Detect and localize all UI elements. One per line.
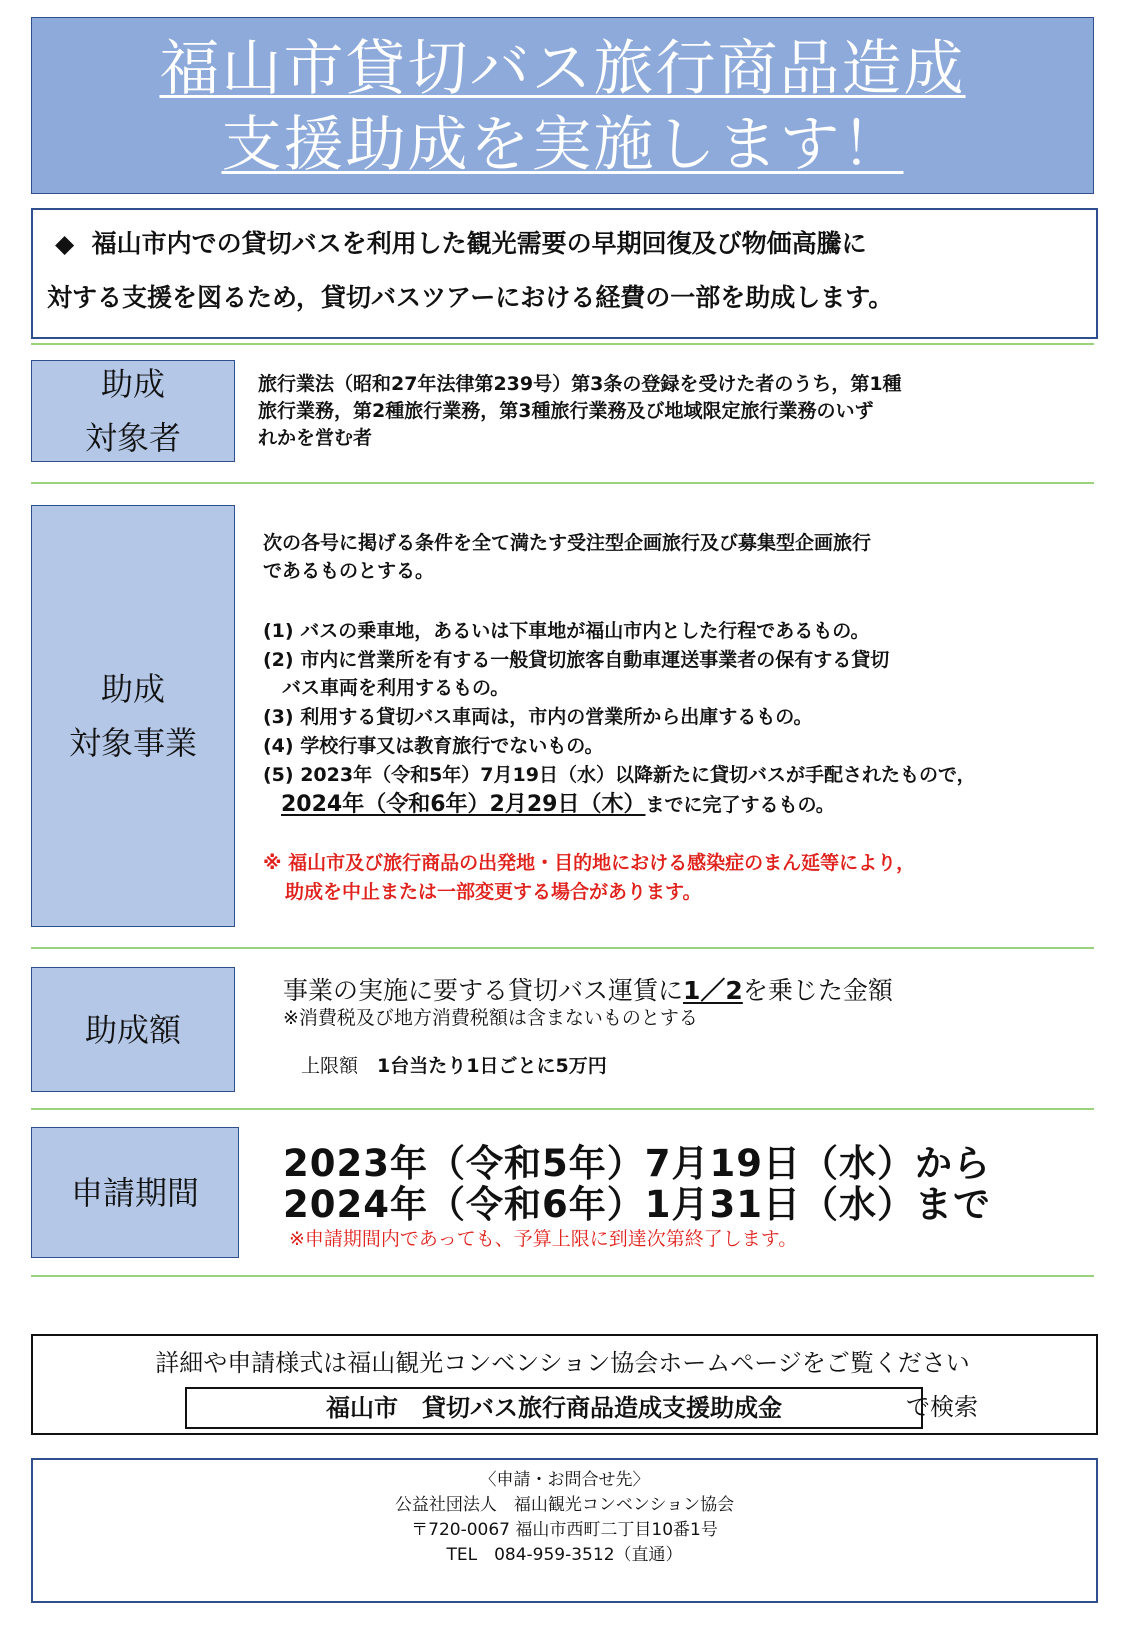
- diamond-bullet-icon: ◆: [55, 229, 75, 258]
- label-amount: 助成額: [31, 967, 235, 1092]
- label-eligible-project: 助成 対象事業: [31, 505, 235, 927]
- project-item-1: (1) バスの乗車地，あるいは下車地が福山市内とした行程であるもの。: [263, 620, 870, 642]
- separator: [31, 1108, 1094, 1110]
- project-intro-line-2: であるものとする。: [263, 560, 435, 582]
- period-line-2: 2024年（令和6年）1月31日（水）まで: [283, 1183, 991, 1226]
- label-eligible-applicant: 助成 対象者: [31, 360, 235, 462]
- project-item-2-cont: バス車両を利用するもの。: [263, 677, 510, 699]
- amount-ratio: 1／2: [683, 976, 743, 1005]
- eligible-applicant-line-3: れかを営む者: [258, 427, 373, 449]
- title-line-1: 福山市貸切バス旅行商品造成: [159, 34, 966, 104]
- separator: [31, 343, 1094, 345]
- intro-box: [31, 208, 1098, 339]
- contact-address: 〒720-0067 福山市西町二丁目10番1号: [411, 1520, 718, 1540]
- project-intro-line-1: 次の各号に掲げる条件を全て満たす受注型企画旅行及び募集型企画旅行: [263, 532, 872, 554]
- title-line-2: 支援助成を実施します！: [221, 110, 904, 180]
- amount-line-2: ※消費税及び地方消費税額は含まないものとする: [283, 1007, 698, 1029]
- deadline-date: 2024年（令和6年）2月29日（木）: [281, 792, 646, 817]
- period-line-1: 2023年（令和5年）7月19日（水）から: [283, 1142, 991, 1185]
- project-item-3: (3) 利用する貸切バス車両は，市内の営業所から出庫するもの。: [263, 706, 813, 728]
- info-line: 詳細や申請様式は福山観光コンベンション協会ホームページをご覧ください: [155, 1349, 970, 1377]
- contact-box: [31, 1458, 1098, 1603]
- contact-tel: TEL 084-959-3512（直通）: [446, 1545, 683, 1565]
- separator: [31, 947, 1094, 949]
- title-banner: [31, 17, 1094, 194]
- contact-heading: 〈申請・お問合せ先〉: [479, 1470, 650, 1490]
- project-item-4: (4) 学校行事又は教育旅行でないもの。: [263, 735, 604, 757]
- search-suffix: で検索: [906, 1393, 978, 1421]
- search-term-box: 福山市 貸切バス旅行商品造成支援助成金: [185, 1387, 923, 1429]
- project-item-5-deadline: 2024年（令和6年）2月29日（木）までに完了するもの。: [281, 792, 835, 817]
- separator: [31, 1275, 1094, 1277]
- project-item-2: (2) 市内に営業所を有する一般貸切旅客自動車運送事業者の保有する貸切: [263, 649, 890, 671]
- intro-line-2: 対する支援を図るため，貸切バスツアーにおける経費の一部を助成します。: [47, 283, 894, 312]
- eligible-applicant-line-2: 旅行業務，第2種旅行業務，第3種旅行業務及び地域限定旅行業務のいず: [258, 400, 874, 422]
- contact-org: 公益社団法人 福山観光コンベンション協会: [394, 1495, 735, 1515]
- period-note: ※申請期間内であっても、予算上限に到達次第終了します。: [289, 1228, 798, 1250]
- separator: [31, 482, 1094, 484]
- eligible-applicant-line-1: 旅行業法（昭和27年法律第239号）第3条の登録を受けた者のうち，第1種: [258, 373, 902, 395]
- project-item-5: (5) 2023年（令和5年）7月19日（水）以降新たに貸切バスが手配されたもので，: [263, 764, 976, 786]
- project-note-line-1: ※ 福山市及び旅行商品の出発地・目的地における感染症のまん延等により，: [263, 852, 916, 874]
- label-period: 申請期間: [31, 1127, 239, 1258]
- project-note-line-2: 助成を中止または一部変更する場合があります。: [285, 881, 702, 903]
- intro-line-1: ◆ 福山市内での貸切バスを利用した観光需要の早期回復及び物価高騰に: [55, 229, 867, 258]
- amount-line-1: 事業の実施に要する貸切バス運賃に1／2を乗じた金額: [283, 976, 893, 1005]
- amount-cap: 上限額 1台当たり1日ごとに5万円: [301, 1055, 607, 1077]
